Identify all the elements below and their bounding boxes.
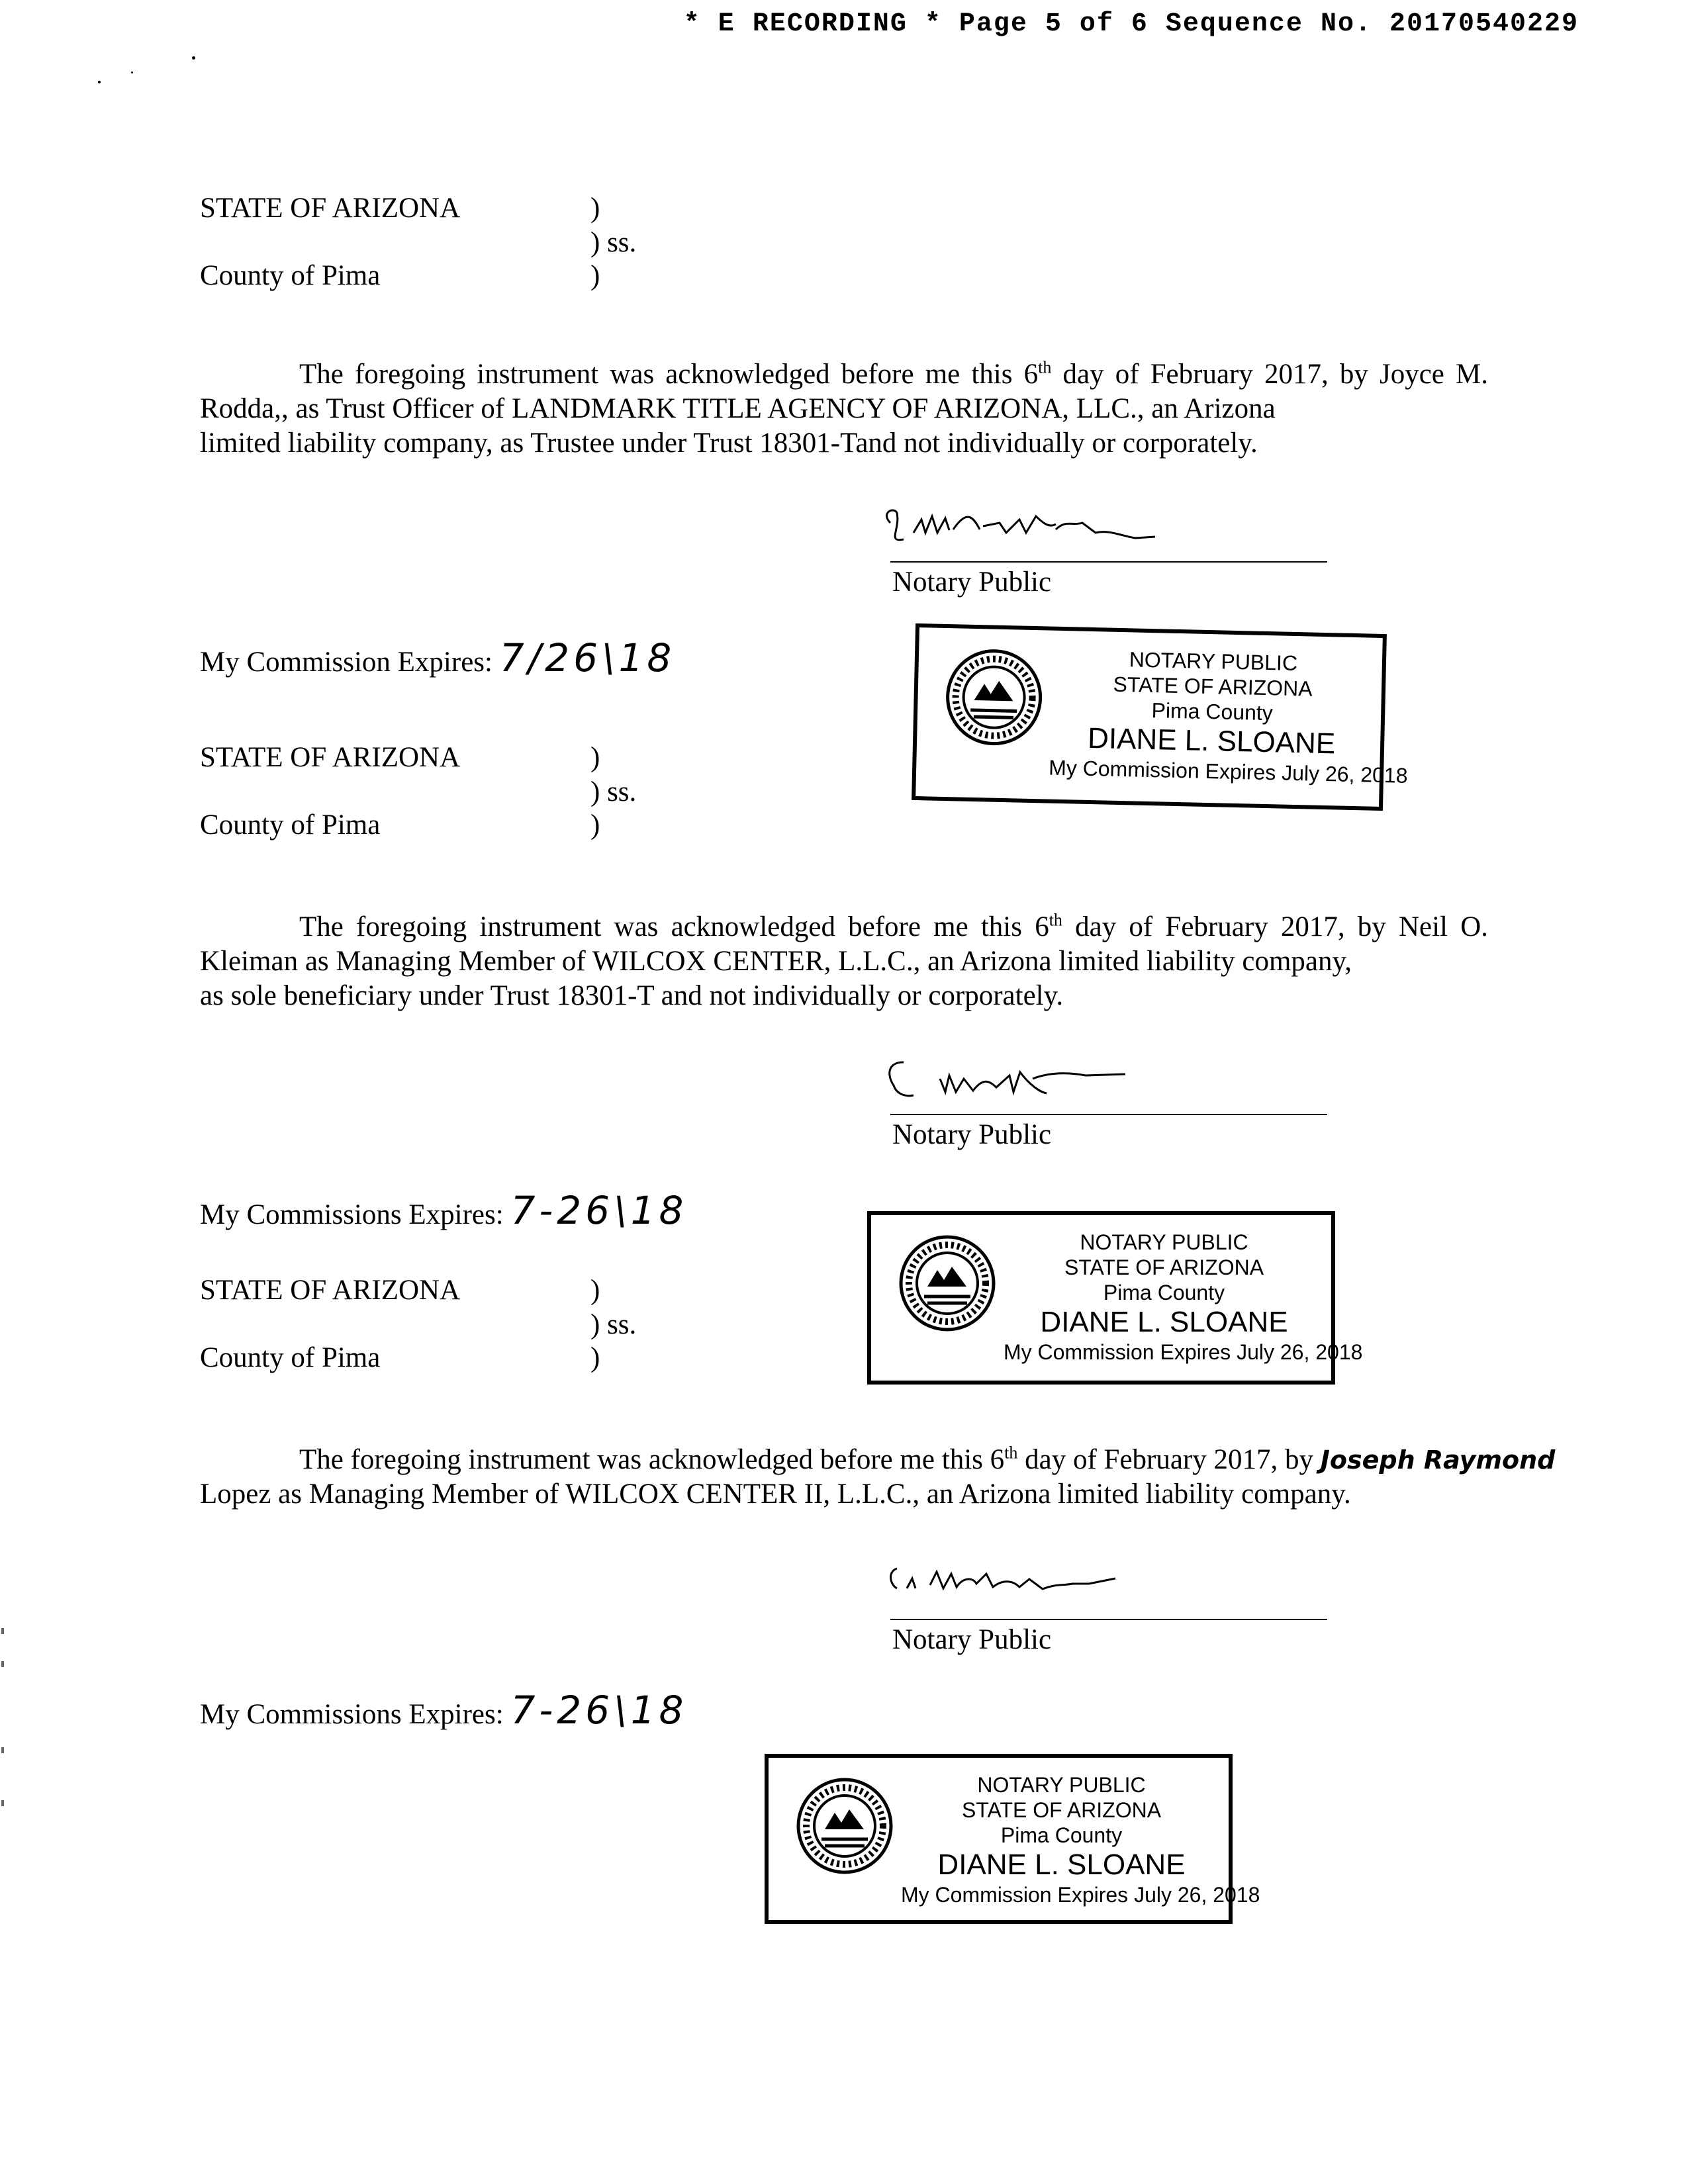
scan-edge-mark: [1, 1800, 4, 1806]
commission-expires-2: My Commissions Expires: 7-26\18: [200, 1188, 688, 1233]
venue-county: County of Pima: [200, 1342, 381, 1373]
venue-state: STATE OF ARIZONA: [200, 742, 461, 773]
notary-public-label: Notary Public: [892, 1624, 1052, 1655]
notary-stamp-1: NOTARY PUBLIC STATE OF ARIZONA Pima County DIANE L. SLOANE My Commission Expires July 26, 2018: [912, 623, 1387, 811]
scan-speck: [131, 71, 133, 73]
scan-edge-mark: [1, 1747, 4, 1753]
acknowledgment-last-line: as sole beneficiary under Trust 18301-T and not individually or corporately.: [200, 980, 1064, 1011]
signature-line: [890, 1619, 1327, 1620]
acknowledgment-last-line: limited liability company, as Trustee under Trust 18301-Tand not individually or corporately.: [200, 428, 1258, 459]
state-of-arizona-seal-icon: [795, 1776, 894, 1876]
scan-edge-mark: [1, 1661, 4, 1667]
notary-signature-3: [877, 1549, 1307, 1612]
state-of-arizona-seal-icon: [943, 647, 1045, 748]
state-of-arizona-seal-icon: [898, 1234, 997, 1333]
venue-block-1: [200, 192, 729, 298]
venue-county: County of Pima: [200, 260, 381, 291]
notary-signature-1: [877, 493, 1307, 556]
venue-paren: ): [590, 193, 600, 224]
notary-signature-2: [877, 1049, 1307, 1112]
handwritten-name-insert: Joseph Raymond: [1320, 1445, 1556, 1475]
recording-header: * E RECORDING * Page 5 of 6 Sequence No. 20170540229: [683, 9, 1579, 39]
venue-state: STATE OF ARIZONA: [200, 193, 461, 224]
notary-stamp-3: NOTARY PUBLIC STATE OF ARIZONA Pima County DIANE L. SLOANE My Commission Expires July 26, 2018: [765, 1754, 1233, 1924]
venue-ss: ) ss.: [590, 776, 637, 807]
notary-stamp-2: NOTARY PUBLIC STATE OF ARIZONA Pima County DIANE L. SLOANE My Commission Expires July 26, 2018: [867, 1211, 1335, 1385]
commission-expires-1: My Commission Expires: 7/26\18: [200, 635, 676, 680]
venue-paren: ): [590, 1342, 600, 1373]
handwritten-expiry-date: 7-26\18: [510, 1688, 688, 1733]
notary-public-label: Notary Public: [892, 1119, 1052, 1150]
commission-expires-3: My Commissions Expires: 7-26\18: [200, 1688, 688, 1733]
venue-state: STATE OF ARIZONA: [200, 1275, 461, 1306]
venue-ss: ) ss.: [590, 1309, 637, 1340]
acknowledgment-last-line: Lopez as Managing Member of WILCOX CENTER II, L.L.C., an Arizona limited liability company.: [200, 1479, 1351, 1510]
venue-paren: ): [590, 260, 600, 291]
notary-public-label: Notary Public: [892, 567, 1052, 598]
venue-paren: ): [590, 1275, 600, 1306]
acknowledgment-paragraph-3: The foregoing instrument was acknowledged before me this 6th day of February 2017, by Joseph Raymond Lopez as Managing Member of WILCOX CENTER II, L.L.C., an Arizona limited liability company.: [200, 1443, 1488, 1512]
handwritten-expiry-date: 7-26\18: [510, 1188, 688, 1233]
acknowledgment-paragraph-1: The foregoing instrument was acknowledged before me this 6th day of February 2017, by Joyce M. Rodda,, as Trust Officer of LANDMARK TITLE AGENCY OF ARIZONA, LLC., an Arizona limited liability company, as Trustee under Trust 18301-Tand not individually or corporately.: [200, 357, 1488, 461]
venue-county: County of Pima: [200, 809, 381, 841]
venue-paren: ): [590, 742, 600, 773]
scan-speck: [192, 56, 195, 60]
venue-block-3: [200, 1274, 729, 1380]
venue-block-2: [200, 741, 729, 847]
venue-ss: ) ss.: [590, 227, 637, 258]
acknowledgment-paragraph-2: The foregoing instrument was acknowledged before me this 6th day of February 2017, by Neil O. Kleiman as Managing Member of WILCOX CENTER, L.L.C., an Arizona limited liability company, as sole beneficiary under Trust 18301-T and not individually or corporately.: [200, 910, 1488, 1013]
venue-paren: ): [590, 809, 600, 841]
handwritten-expiry-date: 7/26\18: [499, 635, 676, 680]
scan-speck: [98, 81, 101, 83]
signature-line: [890, 561, 1327, 563]
scan-edge-mark: [1, 1628, 4, 1634]
signature-line: [890, 1114, 1327, 1115]
